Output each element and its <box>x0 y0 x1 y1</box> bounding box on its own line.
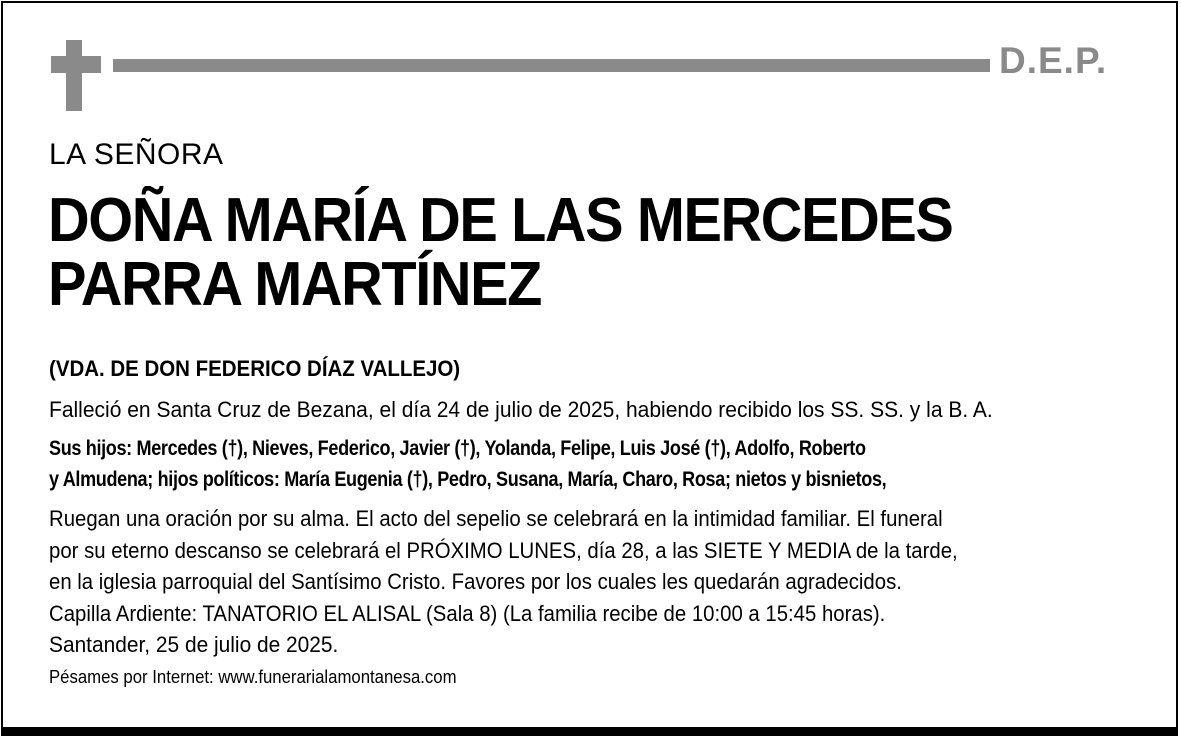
header-rule <box>113 59 990 72</box>
service-details <box>49 503 958 629</box>
family-line-2: y Almudena; hijos políticos: María Eugenia (†), Pedro, Susana, María, Charo, Rosa; nietos y bisnietos, <box>49 468 887 491</box>
title-prefix: LA SEÑORA <box>49 138 224 171</box>
name-line-2: PARRA MARTÍNEZ <box>48 250 541 319</box>
place-date: Santander, 25 de julio de 2025. <box>49 632 339 657</box>
deceased-name <box>48 186 953 319</box>
family-line-1: Sus hijos: Mercedes (†), Nieves, Federico, Javier (†), Yolanda, Felipe, Luis José (†), Adolfo, Roberto <box>49 437 866 460</box>
death-info: Falleció en Santa Cruz de Bezana, el día 24 de julio de 2025, habiendo recibido los SS. SS. y la B. A. <box>49 397 993 422</box>
obituary-notice <box>1 1 1178 736</box>
condolences-link[interactable]: Pésames por Internet: www.funerarialamontanesa.com <box>49 667 457 687</box>
service-line-2: por su eterno descanso se celebrará el PRÓXIMO LUNES, día 28, a las SIETE Y MEDIA de la tarde, <box>49 537 958 563</box>
family-list <box>49 433 886 495</box>
dep-label: D.E.P. <box>999 40 1108 81</box>
service-line-1: Ruegan una oración por su alma. El acto del sepelio se celebrará en la intimidad familiar. El funeral <box>49 506 943 531</box>
service-line-3: en la iglesia parroquial del Santísimo Cristo. Favores por los cuales les quedarán agradecidos. <box>49 569 902 594</box>
service-line-4: Capilla Ardiente: TANATORIO EL ALISAL (Sala 8) (La familia recibe de 10:00 a 15:45 horas). <box>49 600 886 626</box>
name-line-1: DOÑA MARÍA DE LAS MERCEDES <box>48 186 953 255</box>
widow-of: (VDA. DE DON FEDERICO DÍAZ VALLEJO) <box>49 356 461 381</box>
